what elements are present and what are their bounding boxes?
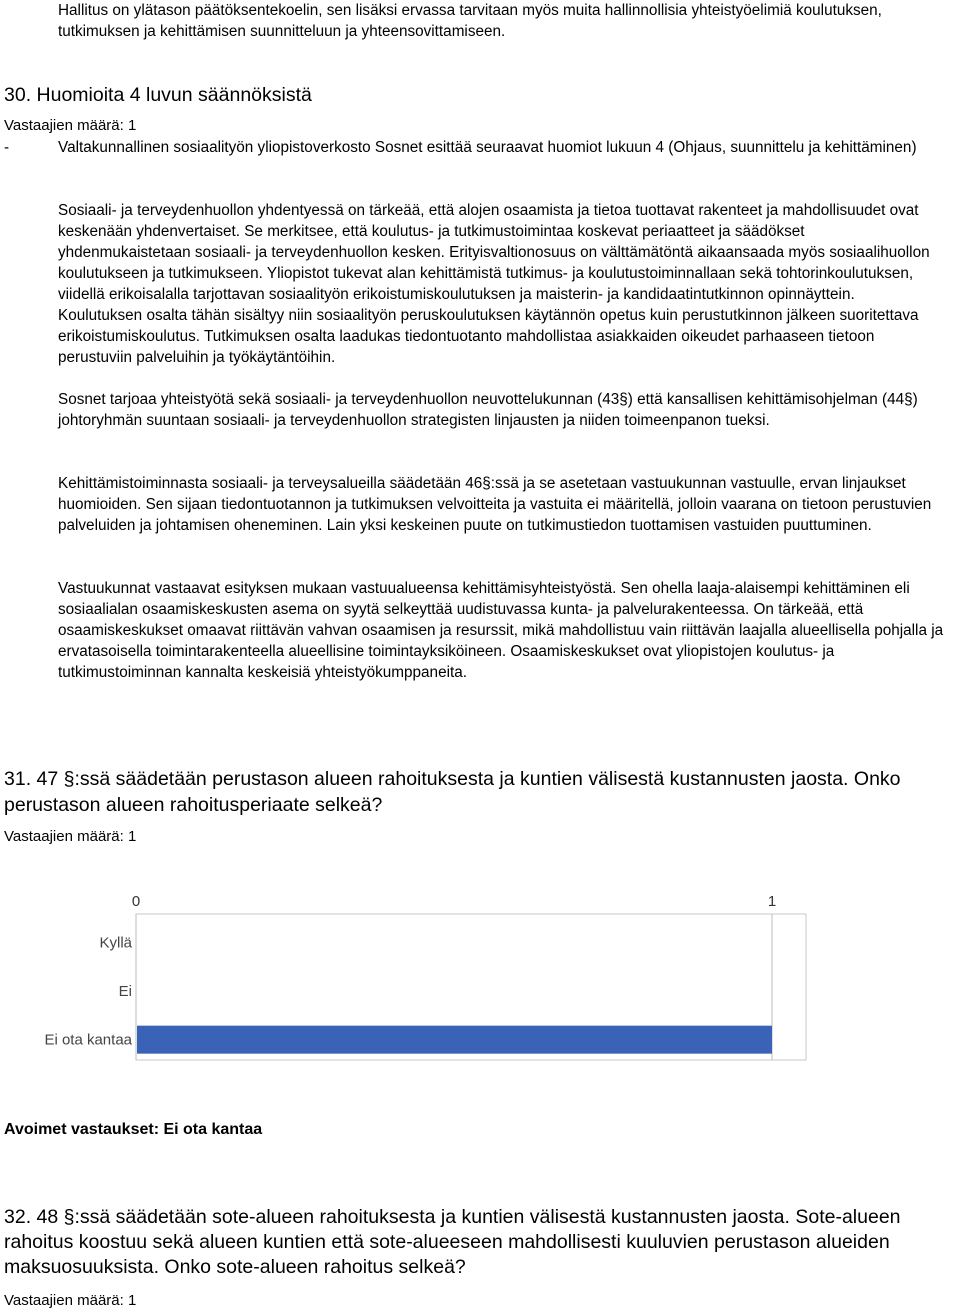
question-32-respondents: Vastaajien määrä: 1: [4, 1292, 137, 1309]
question-30-paragraph-2: Sosnet tarjoaa yhteistyötä sekä sosiaali- ja terveydenhuollon neuvottelukunnan (43§) että kansallisen kehittämisohjelman (44§) johtoryhmän suuntaan sosiaali- ja terveydenhuollon strategisten linjausten ja niiden toimeenpanon tueksi.: [58, 391, 918, 429]
chart-category-label: Ei ota kantaa: [44, 1031, 132, 1049]
question-30-paragraph-3: Kehittämistoiminnasta sosiaali- ja terveysalueilla säädetään 46§:ssä ja se asetetaan vastuukunnan vastuulle, ervan linjaukset huomioiden. Sen sijaan tiedontuotannon ja tutkimuksen velvoitteita ja vastuita ei määritellä, jolloin vaarana on tietoon perustuvien palveluiden ja johtamisen oheneminen. Lain yksi keskeinen puute on tutkimustiedon tuottamisen vastuiden puuttuminen.: [58, 475, 932, 534]
question-30-lead-row: [4, 137, 956, 158]
question-30-lead: Valtakunnallinen sosiaalityön yliopistoverkosto Sosnet esittää seuraavat huomiot lukuun 4 (Ohjaus, suunnittelu ja kehittäminen): [58, 139, 917, 156]
chart-tick-label: 0: [131, 893, 141, 910]
question-30-paragraph-4: Vastuukunnat vastaavat esityksen mukaan vastuualueensa kehittämisyhteistyöstä. Sen ohella laaja-alaisempi kehittäminen eli sosiaalialan osaamiskeskusten asema on syytä selkeyttää uudistuvassa kunta- ja palvelurakenteessa. On tärkeää, että osaamiskeskukset omaavat riittävän vahvan osaamisen ja resurssit, mikä mahdollistuu vain riittävän laajalla alueellisella pohjalla ja ervatasoisella toimintarakenteella alueellisine toimintayksiköineen. Osaamiskeskukset ovat yliopistojen koulutus- ja tutkimustoiminnan kannalta keskeisiä yhteistyökumppaneita.: [58, 580, 944, 681]
intro-paragraph: Hallitus on ylätason päätöksentekoelin, sen lisäksi ervassa tarvitaan myös muita hallinnollisia yhteistyöelimiä koulutuksen, tutkimuksen ja kehittämisen suunnitteluun ja yhteensovittamiseen.: [58, 2, 882, 40]
question-31-open-answers: Avoimet vastaukset: Ei ota kantaa: [4, 1121, 263, 1138]
question-30-paragraph-1: Sosiaali- ja terveydenhuollon yhdentyessä on tärkeää, että alojen osaamista ja tietoa tuottavat rakenteet ja mahdollisuudet ovat keskenään yhdenvertaiset. Se merkitsee, että koulutus- ja tutkimustoimintaa koskevat periaatteet ja säädökset yhdenmukaistetaan sosiaali- ja terveydenhuollon kesken. Erityisvaltionosuus on välttämätöntä aikaansaada myös sosiaalihuollon koulutukseen ja tutkimukseen. Yliopistot tukevat alan kehittämistä tutkimus- ja koulutustoiminnallaan sekä tohtorinkoulutuksen, viidellä erikoisalalla tarjottavan sosiaalityön erikoistumiskoulutuksen ja maisterin- ja kandidaatintutkinnon opinnäyttein. Koulutuksen osalta tähän sisältyy niin sosiaalityön peruskoulutuksen käytännön opetus kuin perustutkinnon jälkeen suoritettava erikoistumiskoulutus. Tutkimuksen osalta laadukas tiedontuotanto mahdollistaa asiakkaiden oikeudet parhaaseen tietoon perustuviin palveluihin ja työkäytäntöihin.: [58, 202, 930, 366]
chart-bars: [137, 1026, 772, 1054]
question-30-respondents: Vastaajien määrä: 1: [4, 117, 137, 134]
chart-bar: [137, 1026, 772, 1054]
chart-category-label: Ei: [118, 983, 132, 1000]
question-32-title: 32. 48 §:ssä säädetään sote-alueen rahoituksesta ja kuntien välisestä kustannusten jaosta. Sote-alueen rahoitus koostuu sekä alueen kuntien että sote-alueeseen mahdollisesti kuuluvien perustason alueiden maksuosuuksista. Onko sote-alueen rahoitus selkeä?: [4, 1206, 901, 1278]
chart-ticks: [132, 893, 776, 910]
question-31-title: 31. 47 §:ssä säädetään perustason alueen rahoituksesta ja kuntien välisestä kustannusten jaosta. Onko perustason alueen rahoitusperiaate selkeä?: [4, 768, 901, 816]
question-31-respondents: Vastaajien määrä: 1: [4, 828, 137, 845]
chart-category-label: Kyllä: [99, 934, 132, 952]
chart-tick-label: 1: [767, 893, 777, 910]
question-30-title: 30. Huomioita 4 luvun säännöksistä: [4, 84, 312, 106]
chart-category-labels: [44, 934, 132, 1048]
list-dash: -: [4, 139, 10, 156]
question-31-bar-chart: [0, 890, 960, 1080]
